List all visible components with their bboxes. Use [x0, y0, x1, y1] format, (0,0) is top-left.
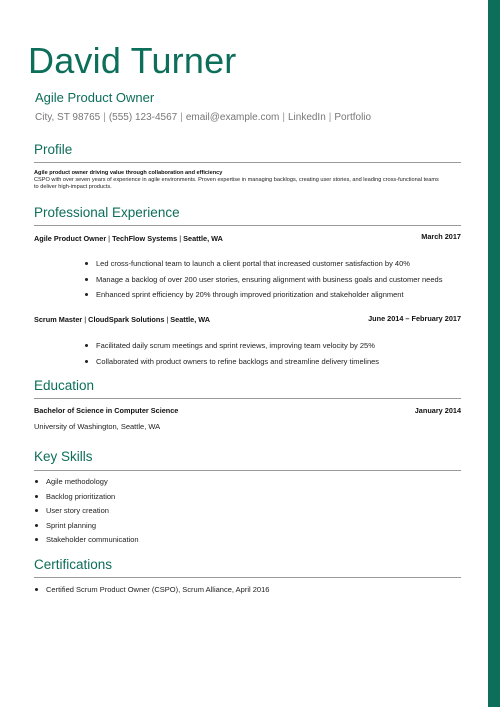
contact-linkedin[interactable]: LinkedIn: [287, 112, 326, 123]
job-bullets: [84, 341, 379, 372]
job-bullets: [84, 259, 442, 306]
list-item: Manage a backlog of over 200 user stories, ensuring alignment with business goals and customer needs: [84, 275, 442, 291]
contact-separator: |: [282, 112, 285, 123]
list-item: Facilitated daily scrum meetings and sprint reviews, improving team velocity by 25%: [84, 341, 379, 357]
job-header: [34, 315, 210, 324]
list-item: Backlog prioritization: [34, 492, 139, 507]
contact-separator: |: [103, 112, 106, 123]
list-item: Collaborated with product owners to refine backlogs and streamline delivery timelines: [84, 357, 379, 373]
section-title-certifications: Certifications: [34, 557, 113, 572]
list-item: Sprint planning: [34, 521, 139, 536]
section-title-experience: Professional Experience: [34, 205, 180, 220]
contact-separator: |: [328, 112, 332, 123]
contact-email[interactable]: email@example.com: [185, 112, 280, 123]
contact-phone: (555) 123-4567: [108, 112, 178, 123]
job-separator: |: [84, 315, 87, 324]
job-location: Seattle, WA: [170, 315, 211, 324]
job-company: CloudSpark Solutions: [88, 315, 165, 324]
list-item: Stakeholder communication: [34, 535, 139, 550]
section-title-education: Education: [34, 378, 95, 393]
job-location: Seattle, WA: [183, 234, 223, 243]
list-item: Enhanced sprint efficiency by 20% through improved prioritization and stakeholder alignment: [84, 290, 442, 306]
education-degree: Bachelor of Science in Computer Science: [34, 406, 179, 415]
job-company: TechFlow Systems: [112, 234, 178, 243]
section-divider: [34, 398, 461, 399]
education-school: University of Washington, Seattle, WA: [34, 422, 161, 431]
accent-sidebar-bar: [488, 0, 500, 707]
section-divider: [34, 577, 461, 578]
contact-line: [35, 112, 371, 123]
section-divider: [34, 162, 461, 163]
list-item: Led cross-functional team to launch a client portal that increased customer satisfaction by 40%: [84, 259, 442, 275]
job-separator: |: [166, 315, 169, 324]
job-separator: |: [179, 234, 182, 243]
list-item: User story creation: [34, 506, 139, 521]
section-divider: [34, 225, 461, 226]
list-item: Certified Scrum Product Owner (CSPO), Scrum Alliance, April 2016: [34, 585, 269, 600]
section-title-skills: Key Skills: [34, 449, 93, 464]
job-header: [34, 234, 223, 243]
list-item: Agile methodology: [34, 477, 139, 492]
contact-separator: |: [180, 112, 183, 123]
job-role: Agile Product Owner: [34, 234, 107, 243]
section-divider: [34, 470, 461, 471]
contact-address: City, ST 98765: [35, 112, 101, 123]
candidate-title: Agile Product Owner: [35, 90, 155, 105]
profile-heading: Agile product owner driving value through collaboration and efficiency: [34, 170, 223, 176]
job-role: Scrum Master: [34, 315, 83, 324]
education-date: January 2014: [414, 406, 461, 415]
section-title-profile: Profile: [34, 142, 73, 157]
job-dates: March 2017: [421, 232, 461, 241]
job-separator: |: [108, 234, 111, 243]
candidate-name: David Turner: [28, 40, 237, 81]
profile-summary: CSPO with over seven years of experience in agile environments. Proven expertise in managing backlogs, creating user stories, and leading cross-functional teams to deliver high-impact products.: [34, 177, 439, 191]
skills-list: [34, 477, 139, 550]
contact-portfolio[interactable]: Portfolio: [334, 112, 372, 123]
certifications-list: [34, 585, 269, 600]
job-dates: June 2014 – February 2017: [368, 314, 461, 323]
